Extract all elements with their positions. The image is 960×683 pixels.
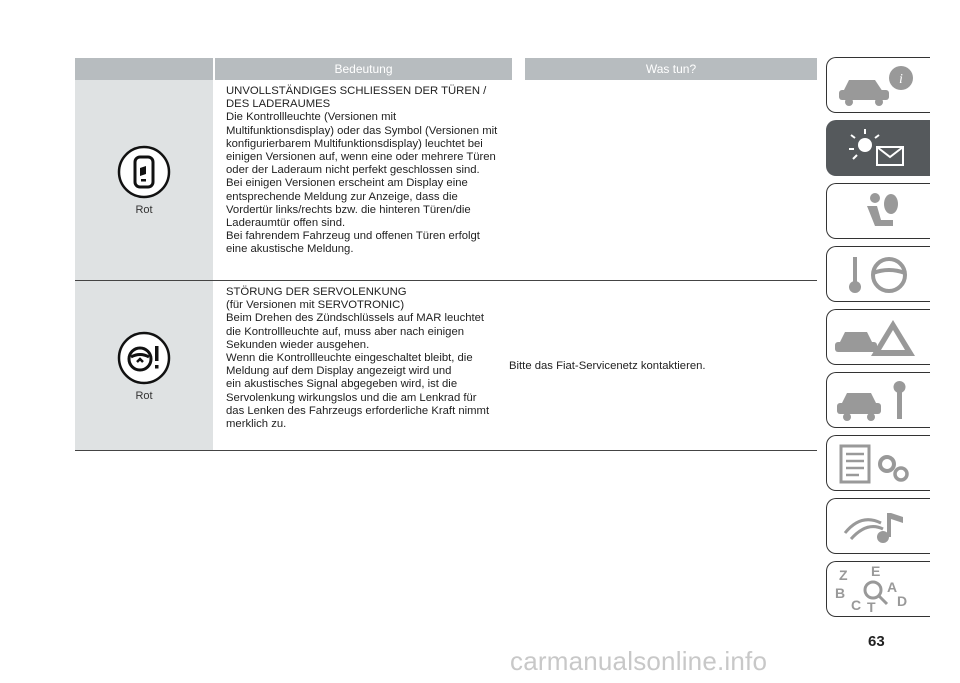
text-line: merklich zu. bbox=[226, 418, 287, 431]
text-line: die Kontrollleuchte auf, muss aber nach einigen bbox=[226, 325, 465, 338]
seat-airbag-icon bbox=[831, 188, 927, 236]
text-line: Die Kontrollleuchte (Versionen mit bbox=[226, 111, 397, 124]
header-meaning: Bedeutung bbox=[215, 58, 512, 80]
text-line: einigen Versionen auf, wenn eine oder mehrere Türen bbox=[226, 151, 496, 164]
tab-multimedia[interactable] bbox=[826, 498, 930, 554]
action-text bbox=[509, 80, 817, 280]
door-open-warning-icon bbox=[116, 144, 172, 200]
text-line: Multifunktionsdisplay) oder das Symbol (Versionen mit bbox=[226, 124, 498, 137]
car-info-icon bbox=[831, 62, 927, 110]
tab-starting-driving[interactable] bbox=[826, 246, 930, 302]
key-steering-wheel-icon bbox=[831, 251, 927, 299]
text-line: UNVOLLSTÄNDIGES SCHLIESSEN DER TÜREN / bbox=[226, 85, 487, 97]
text-line: Servolenkung wirkungslos und die am Lenkrad für bbox=[226, 391, 477, 404]
warning-light-message-icon bbox=[831, 125, 927, 173]
header-action: Was tun? bbox=[525, 58, 817, 80]
text-line: Sekunden wieder ausgehen. bbox=[226, 338, 370, 351]
watermark: carmanualsonline.info bbox=[510, 646, 768, 676]
meaning-text bbox=[213, 80, 509, 280]
svg-text:B: B bbox=[835, 585, 846, 601]
text-line: ein akustisches Signal abgegeben wird, ist die bbox=[226, 378, 458, 391]
tab-safety[interactable] bbox=[826, 183, 930, 239]
color-label: Rot bbox=[135, 389, 153, 402]
tab-warning-lights[interactable] bbox=[826, 120, 930, 176]
text-line: eine akustische Meldung. bbox=[226, 243, 354, 256]
text-line: Meldung auf dem Display angezeigt wird und bbox=[226, 365, 452, 378]
color-label: Rot bbox=[135, 204, 153, 216]
meaning-text bbox=[213, 281, 509, 450]
text-line: Bei einigen Versionen erscheint am Display eine bbox=[226, 177, 468, 190]
svg-text:D: D bbox=[897, 593, 908, 609]
table-header bbox=[75, 58, 817, 80]
specifications-gear-icon bbox=[831, 440, 927, 488]
text-line: entsprechende Meldung zur Anzeige, dass die bbox=[226, 190, 458, 203]
multimedia-music-icon bbox=[831, 503, 927, 551]
tab-car-info[interactable] bbox=[826, 57, 930, 113]
svg-text:A: A bbox=[887, 579, 898, 595]
icon-cell bbox=[75, 281, 213, 450]
table-row bbox=[75, 80, 817, 281]
svg-text:T: T bbox=[867, 599, 876, 614]
car-accident-warning-icon bbox=[831, 314, 927, 362]
car-maintenance-wrench-icon bbox=[831, 377, 927, 425]
tab-maintenance[interactable] bbox=[826, 372, 930, 428]
tab-index[interactable] bbox=[826, 561, 930, 617]
text-line: konfigurierbarem Multifunktionsdisplay) leuchtet bei bbox=[226, 137, 483, 150]
page-number: 63 bbox=[868, 633, 885, 650]
text-line: Vordertür links/rechts bzw. die hinteren Türen/die bbox=[226, 203, 471, 216]
warning-lights-table bbox=[75, 58, 817, 451]
text-line: Bei fahrendem Fahrzeug und offenen Türen erfolgt bbox=[226, 230, 480, 243]
steering-warning-icon bbox=[116, 330, 172, 386]
icon-cell bbox=[75, 80, 213, 280]
svg-text:Z: Z bbox=[839, 567, 848, 583]
text-line: DES LADERAUMES bbox=[226, 98, 331, 111]
svg-text:C: C bbox=[851, 597, 862, 613]
text-line: oder der Laderaum nicht perfekt geschlossen sind. bbox=[226, 164, 480, 177]
table-row bbox=[75, 281, 817, 451]
alphabetical-index-icon bbox=[831, 566, 927, 614]
svg-text:i: i bbox=[899, 72, 903, 87]
text-line: (für Versionen mit SERVOTRONIC) bbox=[226, 299, 405, 312]
text-line: Wenn die Kontrollleuchte eingeschaltet bleibt, die bbox=[226, 352, 473, 365]
svg-text:E: E bbox=[871, 566, 881, 579]
tab-technical-data[interactable] bbox=[826, 435, 930, 491]
header-icon-col bbox=[75, 58, 213, 80]
tab-emergency[interactable] bbox=[826, 309, 930, 365]
text-line: Laderaumtür offen sind. bbox=[226, 217, 346, 230]
text-line: STÖRUNG DER SERVOLENKUNG bbox=[226, 286, 407, 298]
text-line: Beim Drehen des Zündschlüssels auf MAR leuchtet bbox=[226, 312, 485, 325]
text-line: das Lenken des Fahrzeugs erforderliche Kraft nimmt bbox=[226, 404, 490, 417]
action-text: Bitte das Fiat-Servicenetz kontaktieren. bbox=[509, 359, 706, 372]
